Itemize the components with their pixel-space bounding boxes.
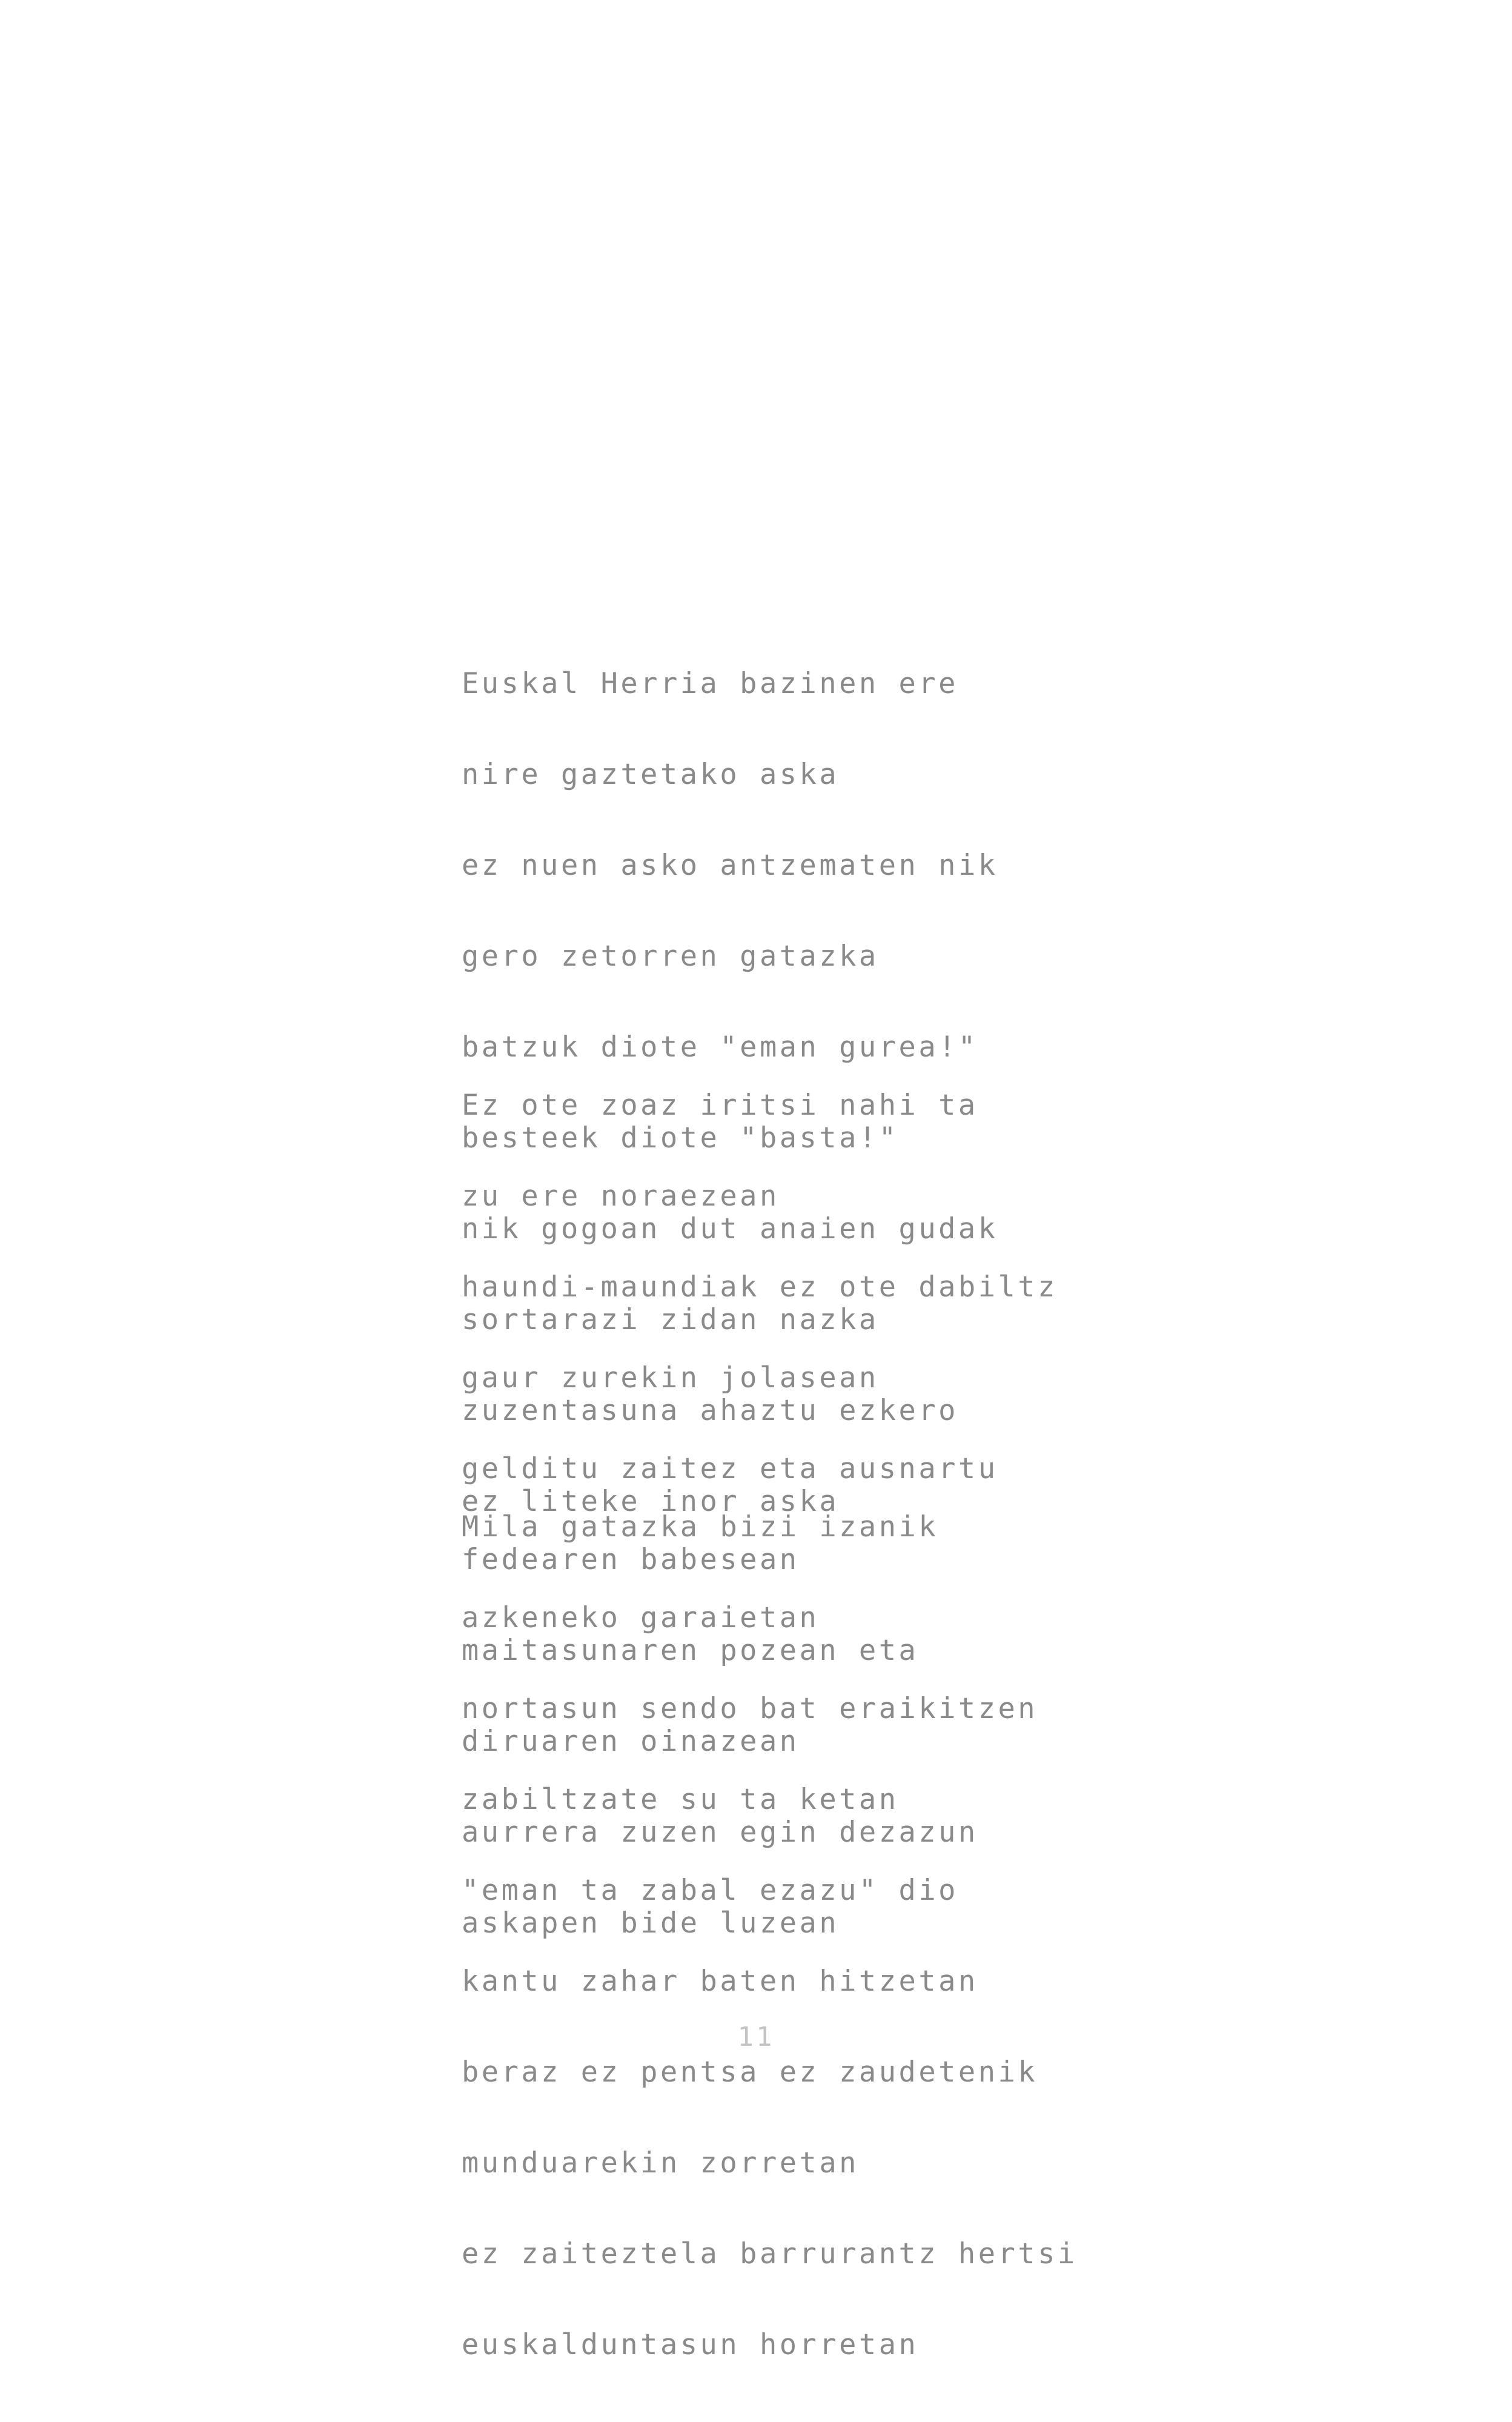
poem-line: batzuk diote "eman gurea!"	[462, 1030, 978, 1064]
poem-line: Euskal Herria bazinen ere	[462, 667, 958, 700]
poem-line: nortasun sendo bat eraikitzen	[462, 1692, 1038, 1725]
poem-line: ez liteke inor aska	[462, 1485, 840, 1518]
poem-stanza-3	[462, 1452, 1078, 2421]
poem-line: besteek diote "basta!"	[462, 1121, 899, 1155]
poem-line: Mila gatazka bizi izanik	[462, 1510, 939, 1544]
poem-line: beraz ez pentsa ez zaudetenik	[462, 2055, 1038, 2089]
poem-line: munduarekin zorretan	[462, 2146, 859, 2180]
poem-line: haundi-maundiak ez ote dabiltz	[462, 1270, 1058, 1304]
poem-line: zuzentasuna ahaztu ezkero	[462, 1394, 958, 1427]
poem-line: Ez ote zoaz iritsi nahi ta	[462, 1089, 978, 1122]
poem-line: askapen bide luzean	[462, 1906, 840, 1940]
poem-line: maitasunaren pozean eta	[462, 1634, 919, 1667]
poem-line: aurrera zuzen egin dezazun	[462, 1816, 978, 1849]
page-number: 11	[737, 2022, 775, 2052]
poem-line: "eman ta zabal ezazu" dio	[462, 1874, 958, 1907]
poem-line: gaur zurekin jolasean	[462, 1361, 879, 1395]
poem-line: kantu zahar baten hitzetan	[462, 1965, 978, 1998]
poem-line: gero zetorren gatazka	[462, 940, 879, 973]
poem-line: nik gogoan dut anaien gudak	[462, 1212, 998, 1246]
poem-line: gelditu zaitez eta ausnartu	[462, 1452, 998, 1485]
poem-line: sortarazi zidan nazka	[462, 1303, 879, 1336]
poem-line: diruaren oinazean	[462, 1725, 800, 1758]
poem-line: zu ere noraezean	[462, 1179, 780, 1213]
poem-line: fedearen babesean	[462, 1543, 800, 1576]
poem-line: zabiltzate su ta ketan	[462, 1783, 899, 1816]
poem-line: ez zaiteztela barrurantz hertsi	[462, 2237, 1078, 2271]
poem-line: nire gaztetako aska	[462, 758, 840, 791]
poem-line: azkeneko garaietan	[462, 1601, 820, 1634]
poem-line: ez nuen asko antzematen nik	[462, 849, 998, 882]
poem-line: euskalduntasun horretan	[462, 2328, 919, 2361]
